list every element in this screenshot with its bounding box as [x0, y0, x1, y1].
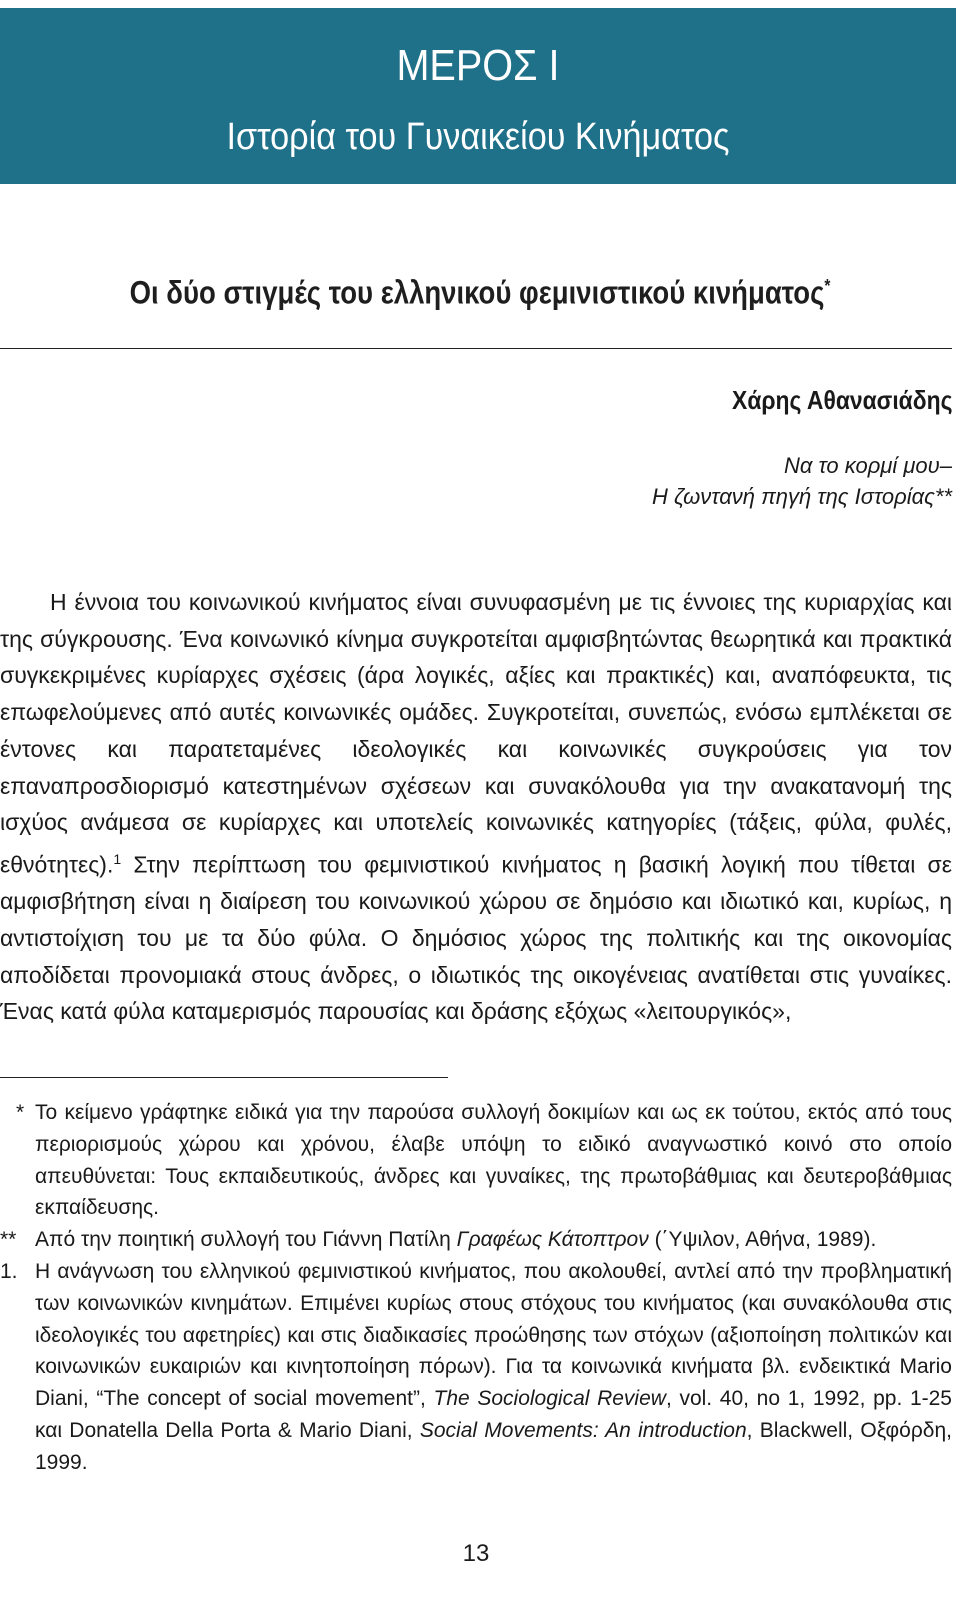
footnote-1-journal: The Sociological Review — [433, 1387, 666, 1411]
part-subtitle: Ιστορία του Γυναικείου Κινήματος — [226, 116, 730, 158]
footnote-1-book: Social Movements: An introduction — [419, 1418, 747, 1442]
body-text-part-1: Η έννοια του κοινωνικού κινήματος είναι συνυφασμένη με τις έννοιες της κυριαρχίας και της σύγκρουσης. Ένα κοινωνικό κίνημα συγκροτείται αμφισβητώντας θεωρητικά και πρακτικά συγκεκριμένες κυρίαρχες σχέσεις (άρα λογικές, αξίες και πρακτικές) και, αναπόφευκτα, τις επωφελούμενες από αυτές κοινωνικές ομάδες. Συγκροτείται, συνεπώς, ενόσω εμπλέκεται σε έντονες και παρατεταμένες ιδεολογικές και κοινωνικές συγκρούσεις για τον επαναπροσδιορισμό κατεστημένων σχέσεων και συνακόλουθα για την ανακατανομή της ισχύος ανάμεσα σε κυρίαρχες και υποτελείς κοινωνικές κατηγορίες (τάξεις, φύλα, φυλές, εθνότητες). — [0, 589, 952, 878]
title-footnote-mark[interactable]: * — [824, 276, 831, 296]
footnotes — [0, 1097, 952, 1479]
footnote-star — [0, 1097, 952, 1224]
footnote-ref-1[interactable]: 1 — [113, 850, 122, 867]
page-number: 13 — [462, 1540, 490, 1567]
body-text-part-2: Στην περίπτωση του φεμινιστικού κινήματος η βασική λογική που τίθεται σε αμφισβήτηση είναι η διαίρεση του κοινωνικού χώρου σε δημόσιο και ιδιωτικό και, κυρίως, η αντιστοίχιση του με τα δύο φύλα. Ο δημόσιος χώρος της πολιτικής και της οικονομίας αποδίδεται προνομιακά στους άνδρες, ο ιδιωτικός της οικογένειας ανατίθεται στις γυναίκες. Ένας κατά φύλα καταμερισμός παρουσίας και δράσης εξόχως «λειτουργικός», — [0, 851, 953, 1025]
article-title — [119, 265, 841, 314]
epigraph — [652, 450, 952, 512]
author-name: Χάρης Αθανασιάδης — [731, 385, 952, 415]
footnote-1-mark: 1. — [0, 1259, 18, 1283]
footnote-1-text: Η ανάγνωση του ελληνικού φεμινιστικού κινήματος, που ακολουθεί, αντλεί από την προβληματική των κοινωνικών κινημάτων. Επιμένει κυρίως στους στόχους του κινήματος (και συνακόλουθα στις ιδεολογικές του αφετηρίες) και στις διαδικασίες προώθησης των στόχων (αξιοποίηση πολιτικών και κοινωνικών ευκαιριών και κινητοποίηση πόρων). Για τα κοινωνικά κινήματα βλ. ενδεικτικά Mario Diani, “The concept of social movement”, — [35, 1259, 952, 1411]
footnote-double-star — [0, 1224, 952, 1256]
epigraph-line-2: Η ζωντανή πηγή της Ιστορίας** — [652, 484, 952, 509]
footnote-double-star-mark: ** — [0, 1228, 17, 1252]
footnote-star-text: Το κείμενο γράφτηκε ειδικά για την παρούσα συλλογή δοκιμίων και ως εκ τούτου, εκτός από τους περιορισμούς χώρου και χρόνου, έλαβε υπόψη το ειδικό αναγνωστικό κοινό στο οποίο απευθύνεται: Τους εκπαιδευτικούς, άνδρες και γυναίκες, της πρωτοβάθμιας και δευτεροβάθμιας εκπαίδευσης. — [35, 1101, 952, 1220]
footnote-star-mark: * — [16, 1101, 25, 1124]
title-divider — [0, 348, 952, 349]
part-banner — [0, 8, 956, 184]
footnote-divider — [0, 1077, 448, 1078]
footnote-book-title: Γραφέως Κάτοπτρον — [456, 1228, 649, 1252]
body-paragraph — [0, 584, 952, 1030]
article-title-text: Οι δύο στιγμές του ελληνικού φεμινιστικού κινήματος — [129, 274, 825, 311]
footnote-1 — [0, 1256, 952, 1479]
epigraph-line-1: Να το κορμί μου– — [783, 453, 952, 478]
footnote-double-star-post: (΄Υψιλον, Αθήνα, 1989). — [654, 1228, 877, 1252]
footnote-1-end: , Blackwell, Οξφόρδη, 1999. — [35, 1418, 953, 1474]
footnote-double-star-pre: Από την ποιητική συλλογή του Γιάννη Πατίλη — [35, 1228, 451, 1252]
part-heading: ΜΕΡΟΣ Ι — [396, 41, 560, 90]
footnote-1-mid: , vol. 40, no 1, 1992, pp. 1-25 και Donatella Della Porta & Mario Diani, — [35, 1387, 952, 1442]
